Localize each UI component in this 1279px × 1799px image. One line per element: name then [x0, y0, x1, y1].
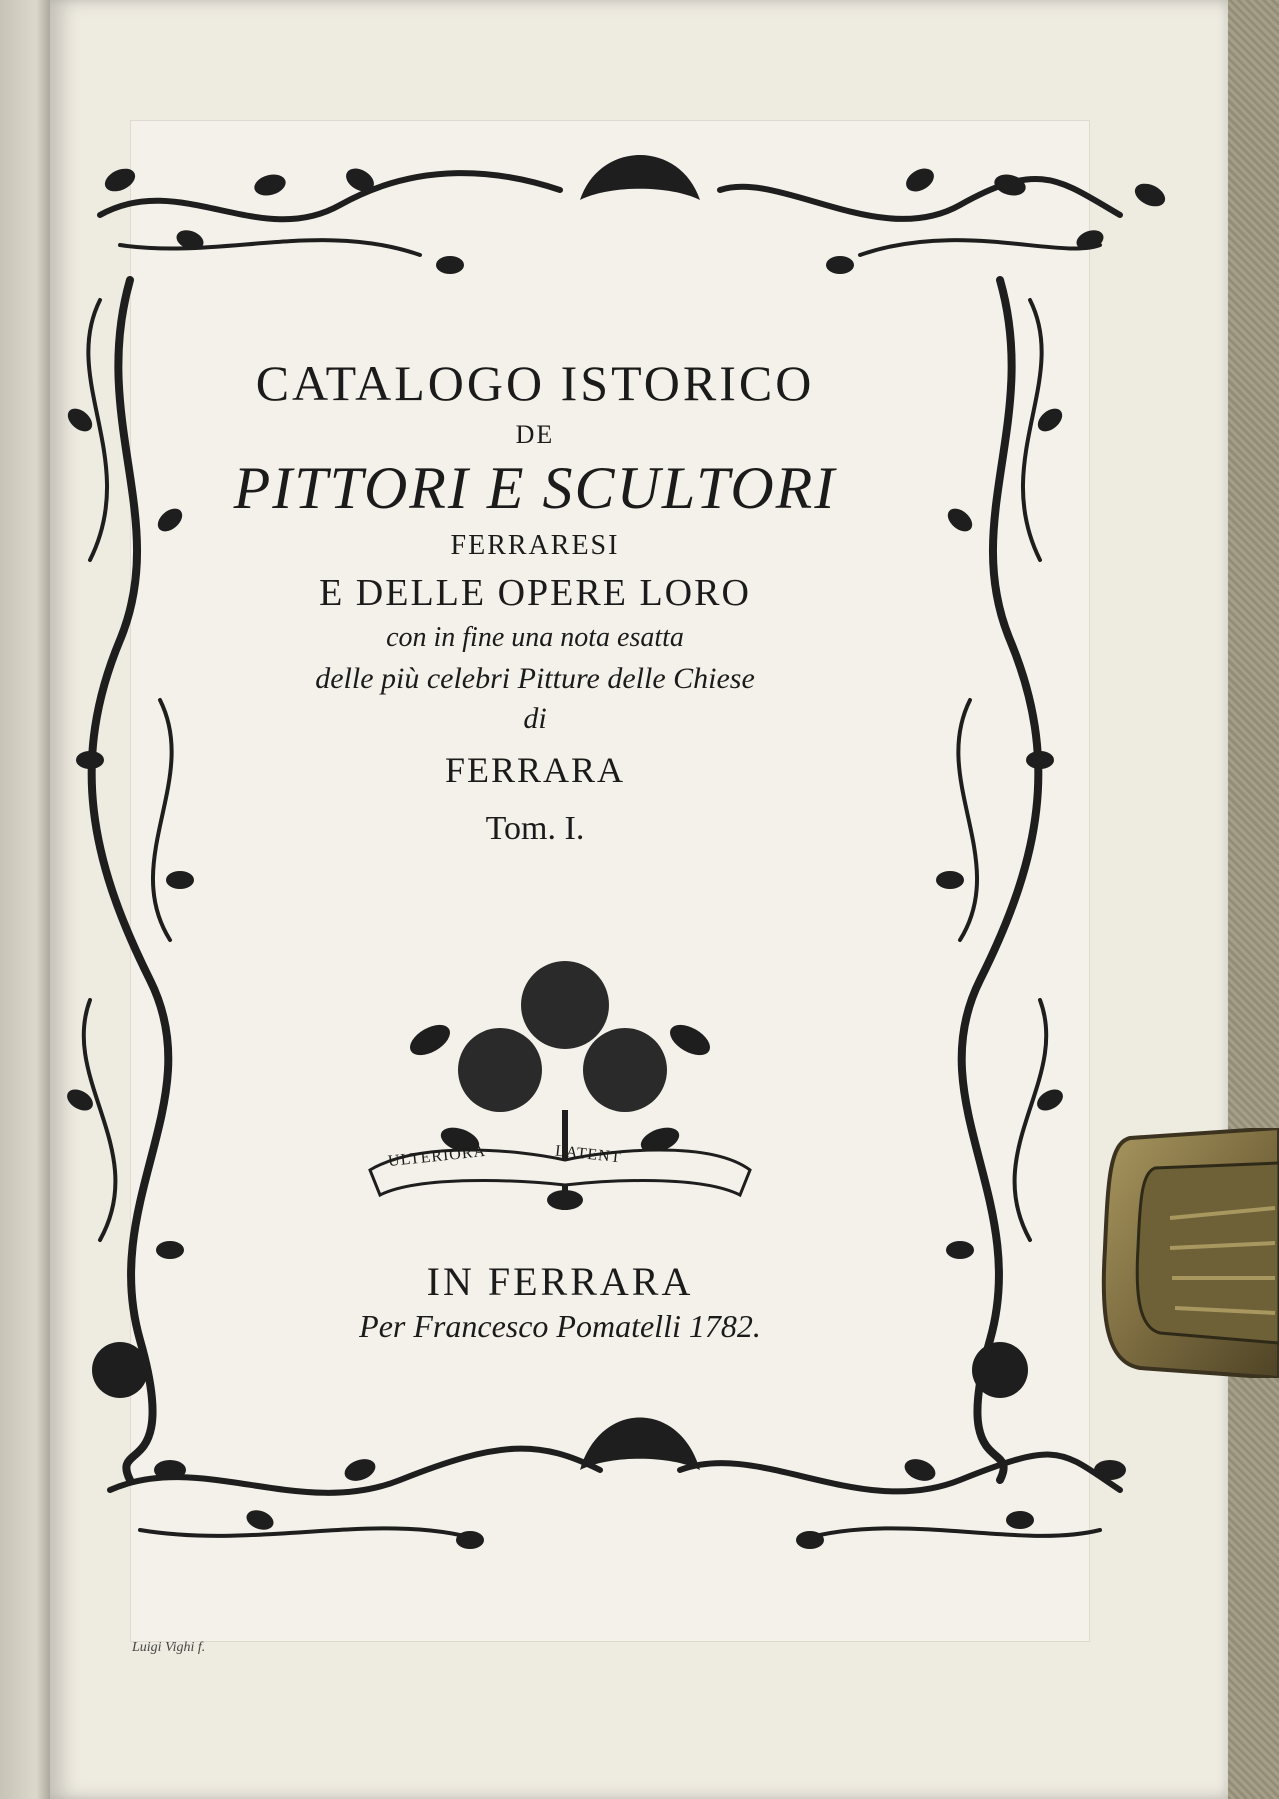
title-line-ferraresi: FERRARESI [450, 530, 620, 561]
pomegranate-device-icon [370, 961, 750, 1210]
subtitle-line-pitture: delle più celebri Pitture delle Chiese [315, 662, 755, 695]
title-line-opere: E DELLE OPERE LORO [319, 572, 751, 614]
title-text-block [170, 340, 900, 846]
imprint-place: IN FERRARA [426, 1259, 694, 1304]
subtitle-line-nota: con in fine una nota esatta [386, 622, 684, 653]
subtitle-line-di: di [523, 702, 547, 735]
city-name: FERRARA [444, 750, 626, 790]
brass-clasp-icon [1100, 1128, 1279, 1378]
device-motto-right: LATENT [554, 1142, 623, 1167]
engraver-signature: Luigi Vighi f. [132, 1640, 206, 1655]
title-line-catalogo: CATALOGO ISTORICO [255, 355, 815, 411]
imprint-printer: Per Francesco Pomatelli 1782. [359, 1308, 761, 1344]
title-line-pittori: PITTORI E SCULTORI [233, 455, 837, 521]
title-line-de: DE [515, 420, 555, 449]
volume-number: Tom. I. [485, 810, 585, 847]
device-motto-left: ULTERIORA [387, 1142, 487, 1171]
